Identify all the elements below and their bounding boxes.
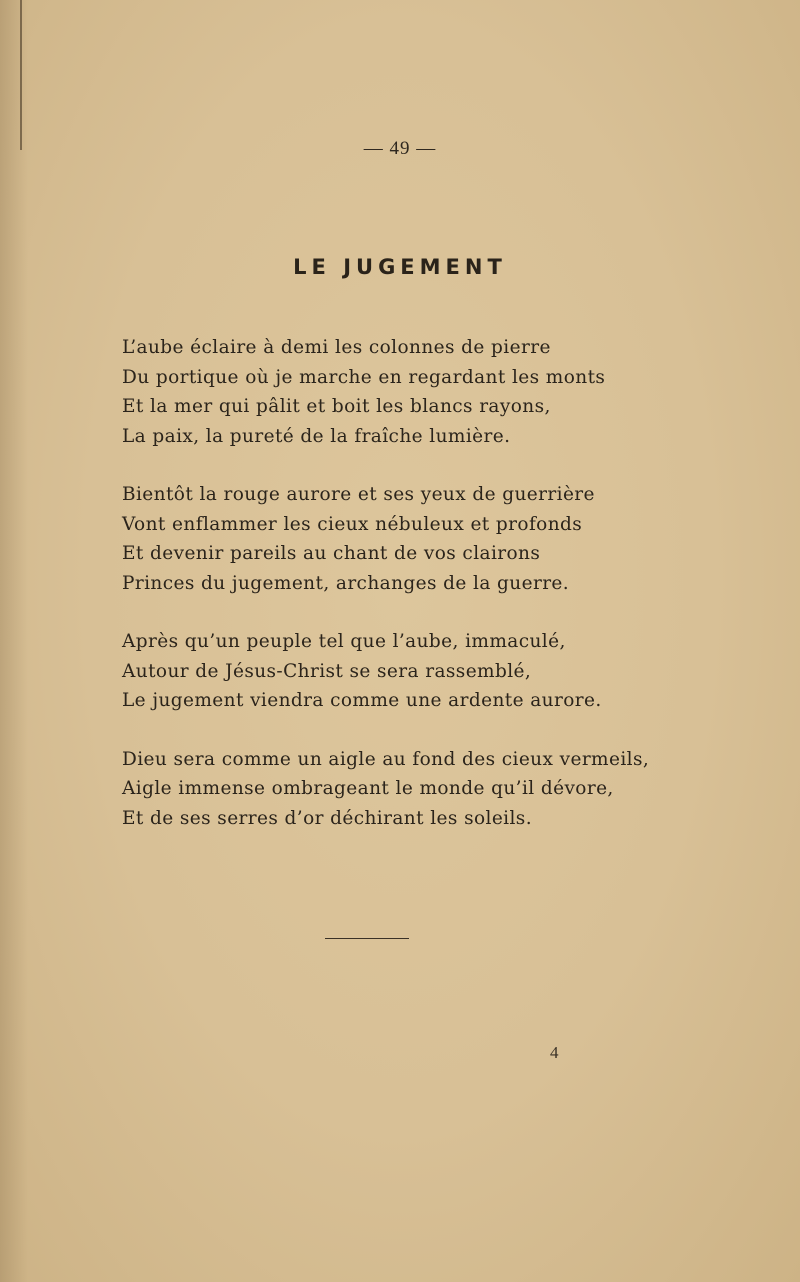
poem-title: LE JUGEMENT xyxy=(293,255,507,279)
verse-line: Vont enflammer les cieux nébuleux et profonds xyxy=(122,513,583,535)
verse-line: Après qu’un peuple tel que l’aube, immaculé, xyxy=(122,631,566,652)
verse-line: Aigle immense ombrageant le monde qu’il dévore, xyxy=(122,778,614,799)
verse-line: Bientôt la rouge aurore et ses yeux de guerrière xyxy=(122,484,595,505)
signature-mark: 4 xyxy=(550,1043,559,1062)
stanza-2 xyxy=(122,480,642,598)
page-edge-shadow xyxy=(0,0,28,1282)
verse-line: Autour de Jésus-Christ se sera rassemblé, xyxy=(122,660,532,682)
end-rule xyxy=(325,938,409,939)
verse-line: Et devenir pareils au chant de vos clairons xyxy=(122,543,541,564)
verse-line: Le jugement viendra comme une ardente aurore. xyxy=(122,690,602,711)
page-edge-line xyxy=(20,0,22,150)
verse-line: L’aube éclaire à demi les colonnes de pierre xyxy=(122,337,551,358)
verse-line: Princes du jugement, archanges de la guerre. xyxy=(122,572,570,594)
verse-line: Du portique où je marche en regardant les monts xyxy=(122,366,606,388)
verse-line: Et de ses serres d’or déchirant les soleils. xyxy=(122,807,532,829)
stanza-1 xyxy=(122,333,642,451)
stanza-4 xyxy=(122,745,650,834)
verse-line: Et la mer qui pâlit et boit les blancs rayons, xyxy=(122,396,551,417)
poem-body xyxy=(122,333,650,862)
verse-line: Dieu sera comme un aigle au fond des cieux vermeils, xyxy=(122,748,650,770)
page-number: — 49 — xyxy=(363,138,437,159)
stanza-3 xyxy=(122,627,642,716)
verse-line: La paix, la pureté de la fraîche lumière. xyxy=(122,425,511,447)
